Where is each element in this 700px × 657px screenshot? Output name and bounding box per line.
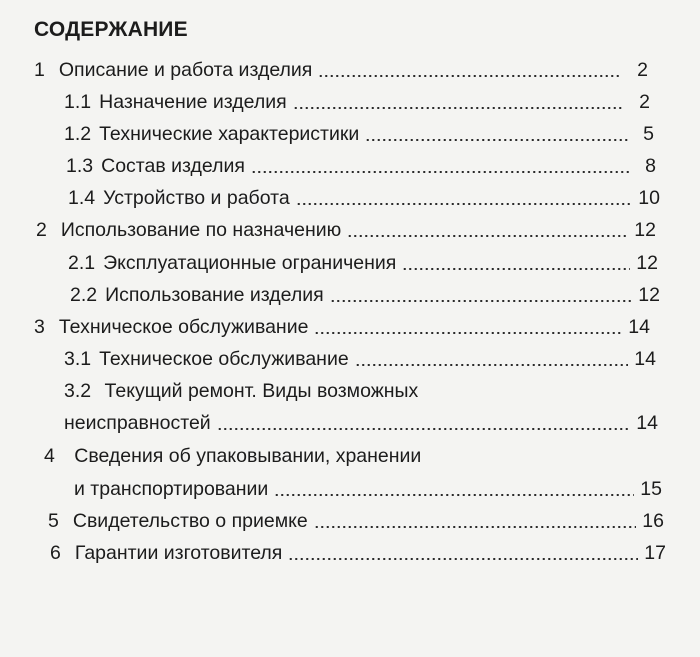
page-title: СОДЕРЖАНИЕ xyxy=(34,18,188,41)
toc-entry-number: 1 xyxy=(34,59,45,81)
toc-entry-label: Технические характеристики xyxy=(99,123,360,145)
toc-entry-2-2 xyxy=(70,282,660,308)
toc-entry-5 xyxy=(48,508,664,534)
toc-entry-number: 1.2 xyxy=(64,123,92,145)
toc-entry-3-1 xyxy=(64,346,656,372)
leader-dots xyxy=(293,107,624,109)
toc-entry-page: 16 xyxy=(642,510,664,532)
leader-dots xyxy=(288,558,638,560)
toc-entry-page: 14 xyxy=(636,412,658,434)
toc-entry-6 xyxy=(50,540,666,566)
toc-entry-number: 2 xyxy=(36,219,47,241)
toc-entry-number: 1.1 xyxy=(64,91,92,113)
toc-entry-label-cont: и транспортировании xyxy=(74,478,269,500)
toc-entry-number: 2.2 xyxy=(70,284,98,306)
toc-entry-number: 6 xyxy=(50,542,61,564)
toc-entry-1 xyxy=(34,57,648,83)
toc-entry-label: Гарантии изготовителя xyxy=(74,542,283,564)
toc-entry-label: Техническое обслуживание xyxy=(99,348,349,370)
leader-dots xyxy=(347,235,628,237)
toc-entry-label: Использование по назначению xyxy=(60,219,342,241)
toc-entry-page: 17 xyxy=(644,542,666,564)
leader-dots xyxy=(318,75,622,77)
leader-dots xyxy=(314,526,637,528)
leader-dots xyxy=(365,139,628,141)
toc-entry-3-2 xyxy=(64,378,418,404)
toc-entry-label: Использование изделия xyxy=(105,284,324,306)
toc-entry-label: Описание и работа изделия xyxy=(58,59,313,81)
toc-entry-1-3 xyxy=(66,153,656,179)
leader-dots xyxy=(330,300,633,302)
toc-entry-label: Состав изделия xyxy=(101,155,245,177)
toc-entry-page: 14 xyxy=(628,316,650,338)
toc-entry-4 xyxy=(44,443,421,469)
toc-entry-label-cont: неисправностей xyxy=(64,412,211,434)
toc-entry-3-2-cont xyxy=(64,410,658,436)
toc-entry-page: 12 xyxy=(636,252,658,274)
toc-entry-number: 3.2 xyxy=(64,380,92,402)
leader-dots xyxy=(251,171,630,173)
toc-entry-4-cont xyxy=(74,476,662,502)
toc-entry-number: 5 xyxy=(48,510,59,532)
toc-entry-page: 12 xyxy=(638,284,660,306)
toc-entry-page: 14 xyxy=(634,348,656,370)
toc-entry-label: Эксплуатационные ограничения xyxy=(103,252,397,274)
leader-dots xyxy=(217,428,631,430)
toc-entry-page: 8 xyxy=(645,155,656,177)
toc-entry-1-2 xyxy=(64,121,654,147)
toc-entry-label: Техническое обслуживание xyxy=(58,316,309,338)
toc-entry-page: 12 xyxy=(634,219,656,241)
toc-entry-page: 2 xyxy=(639,91,650,113)
toc-entry-number: 2.1 xyxy=(68,252,96,274)
toc-entry-label: Устройство и работа xyxy=(103,187,290,209)
leader-dots xyxy=(402,268,630,270)
toc-entry-2-1 xyxy=(68,250,658,276)
toc-entry-label: Сведения об упаковывании, хранении xyxy=(74,445,422,467)
toc-entry-number: 3.1 xyxy=(64,348,92,370)
toc-entry-2 xyxy=(36,217,656,243)
toc-entry-1-4 xyxy=(68,185,660,211)
toc-entry-number: 4 xyxy=(44,445,55,467)
toc-entry-label: Текущий ремонт. Виды возможных xyxy=(104,380,419,402)
toc-entry-page: 15 xyxy=(640,478,662,500)
leader-dots xyxy=(314,332,622,334)
toc-entry-1-1 xyxy=(64,89,650,115)
toc-entry-3 xyxy=(34,314,650,340)
toc-entry-label: Свидетельство о приемке xyxy=(72,510,308,532)
toc-entry-number: 3 xyxy=(34,316,45,338)
toc-entry-label: Назначение изделия xyxy=(99,91,287,113)
toc-entry-page: 5 xyxy=(643,123,654,145)
leader-dots xyxy=(355,364,629,366)
leader-dots xyxy=(274,494,634,496)
toc-entry-number: 1.4 xyxy=(68,187,96,209)
leader-dots xyxy=(296,203,633,205)
toc-entry-page: 2 xyxy=(637,59,648,81)
toc-entry-number: 1.3 xyxy=(66,155,94,177)
toc-entry-page: 10 xyxy=(638,187,660,209)
